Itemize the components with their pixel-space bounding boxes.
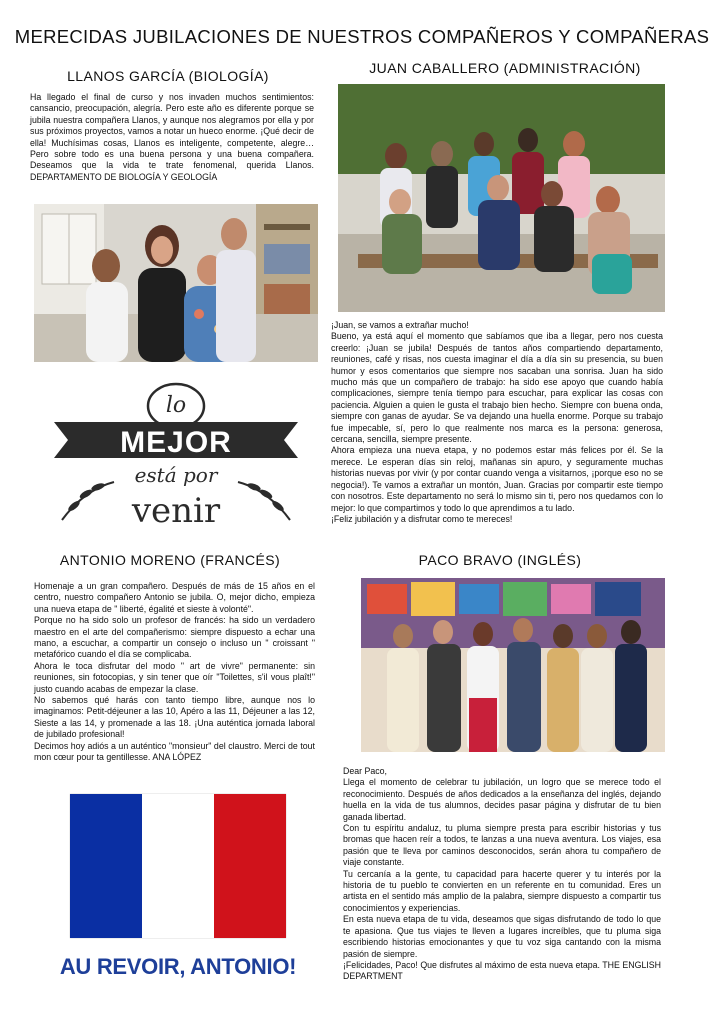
antonio-paragraph: Ahora le toca disfrutar del modo " art de vivre" permanente: sin reuniones, sin fotocopias, y sin tener que oír "Toilettes, s'il vous plaît!" justo cuando acabas de empezar la clase. [34, 660, 315, 694]
paco-paragraph: En esta nueva etapa de tu vida, deseamos que sigas disfrutando de todo lo que te apasiona. Que tus viajes te lleven a lugares increíbles, que tu pluma siga escribiendo historias emocionantes y que tu voz siga cantando con la misma pasión de siempre. [343, 914, 661, 959]
paco-paragraph: Tu cercanía a la gente, tu capacidad para hacerte querer y tu interés por la historia de tu pueblo te convierten en un referente en tu comunidad. Eres un artista en el sentido más amplio de la palabra, siempre dispuesto a compartir tus conocimientos y experiencias. [343, 868, 661, 913]
badge-venir: venir [131, 491, 221, 531]
flag-blue-stripe [70, 794, 142, 938]
badge-esta-por: está por [134, 463, 218, 487]
paco-paragraph: ¡Felicidades, Paco! Que disfrutes al máximo de esta nueva etapa. THE ENGLISH DEPARTMENT [343, 959, 661, 982]
flag-red-stripe [214, 794, 286, 938]
juan-group-photo [338, 84, 665, 312]
juan-paragraph: Bueno, ya está aquí el momento que sabíamos que iba a llegar, pero nos cuesta creerlo: ¡Juan se jubila! Después de tantos años compartiendo departamento, reuniones, café y risas, nos cuesta imaginar el día a día sin su presencia, su buen humor y esos comentarios que siempre nos sacaban una sonrisa. Juan ha sido mucho más que un compañero de trabajo: ha sido ese apoyo que cuando había complicaciones, siempre tenía tiempo para escuchar, para explicar las cosas con paciencia. Alguien a quien le gusta el trabajo bien hecho. Siempre con buena onda, siempre con ganas de ayudar. Se va dejando una huella enorme. Porque su trabajo fue impecable, sí, pero lo que realmente nos marca es la persona: generosa, cercana, sencilla, siempre presente. [331, 331, 663, 445]
antonio-paragraph: Decimos hoy adiós a un auténtico "monsieur" del claustro. Merci de tout mon cœur pour ta gentillesse. ANA LÓPEZ [34, 740, 315, 763]
juan-heading: JUAN CABALLERO (ADMINISTRACIÓN) [369, 60, 641, 76]
page-title: MERECIDAS JUBILACIONES DE NUESTROS COMPAÑEROS Y COMPAÑERAS [14, 26, 710, 47]
antonio-paragraph: Porque no ha sido solo un profesor de francés: ha sido un verdadero maestro en el arte del compañerismo: siempre dispuesto a echar una mano, a escuchar, a compartir un consejo o incluso un " croissant " metafórico cuando el día se complicaba. [34, 615, 315, 660]
juan-paragraph: ¡Feliz jubilación y a disfrutar como te mereces! [331, 513, 513, 524]
paco-heading: PACO BRAVO (INGLÉS) [418, 552, 582, 568]
au-revoir-caption: AU REVOIR, ANTONIO! [59, 954, 297, 979]
paco-paragraph: Llega el momento de celebrar tu jubilación, un logro que se merece todo el reconocimiento. Después de años dedicados a la enseñanza del inglés, dejando huella en la vida de tus alumnos, decides pasar página y disfrutar de tu bien ganada libertad. [343, 777, 661, 822]
llanos-group-photo [34, 204, 318, 362]
paco-text [343, 766, 661, 983]
french-flag [70, 794, 286, 938]
paco-group-photo [361, 578, 665, 752]
antonio-text [34, 581, 315, 764]
paco-paragraph: Dear Paco, [343, 766, 388, 776]
paco-paragraph: Con tu espíritu andaluz, tu pluma siempre presta para escribir historias y tus bromas que hacen reír a todos, te lanzas a una nueva aventura. Los viajes, esa pasión que te lleva por caminos desconocidos, serán ahora tu compañero de viaje constante. [343, 823, 661, 868]
antonio-heading: ANTONIO MORENO (FRANCÉS) [59, 552, 281, 568]
juan-text [331, 320, 663, 525]
laurel-left-icon [62, 482, 114, 520]
badge-mejor: MEJOR [120, 426, 232, 459]
juan-paragraph: ¡Juan, se vamos a extrañar mucho! [331, 320, 469, 330]
laurel-right-icon [238, 482, 290, 520]
antonio-paragraph: Homenaje a un gran compañero. Después de más de 15 años en el centro, nuestro compañero Antonio se jubila. O, mejor dicho, empieza una nueva etapa de " liberté, égalité et sieste à volonté". [34, 581, 315, 614]
lo-mejor-badge [34, 370, 318, 538]
juan-paragraph: Ahora empieza una nueva etapa, y no podemos estar más felices por él. Se la merece. Le esperan días sin reloj, mañanas sin apuro, y seguramente muchas historias nuevas por vivir (y por contar cuando venga a visitarnos, ¡porque eso no se negocia!). Te vamos a extrañar un montón, Juan. Gracias por compartir este tiempo con nosotros. Este departamento no será lo mismo sin ti, pero nos quedamos con lo mejor: lo que compartimos y todo lo que aprendimos a tu lado. [331, 445, 663, 513]
llanos-text: Ha llegado el final de curso y nos invaden muchos sentimientos: cansancio, preocupación, alegría. Pero este año es diferente porque se jubila nuestra compañera Llanos, y aunque nos alegramos por ella y por sus próximos proyectos, vamos a notar un hueco enorme. ¡Qué decir de ella! Muchísimas cosas, Llanos es inteligente, competente, alegre… Pero sobre todo es una buena persona y una buena compañera. Deseamos que la vida te trate fenomenal, querida Llanos. DEPARTAMENTO DE BIOLOGÍA Y GEOLOGÍA [30, 92, 314, 182]
flag-white-stripe [142, 794, 214, 938]
antonio-paragraph: No sabemos qué harás con tanto tiempo libre, aunque nos lo imaginamos: Petit-déjeuner a las 10, Apéro a las 11, Déjeuner a las 12, Sieste a las 14, y promenade a las 18. ¡Una auténtica jornada laboral de jubilado profesional! [34, 695, 315, 740]
llanos-heading: LLANOS GARCÍA (BIOLOGÍA) [67, 68, 269, 84]
badge-lo: lo [165, 393, 187, 418]
